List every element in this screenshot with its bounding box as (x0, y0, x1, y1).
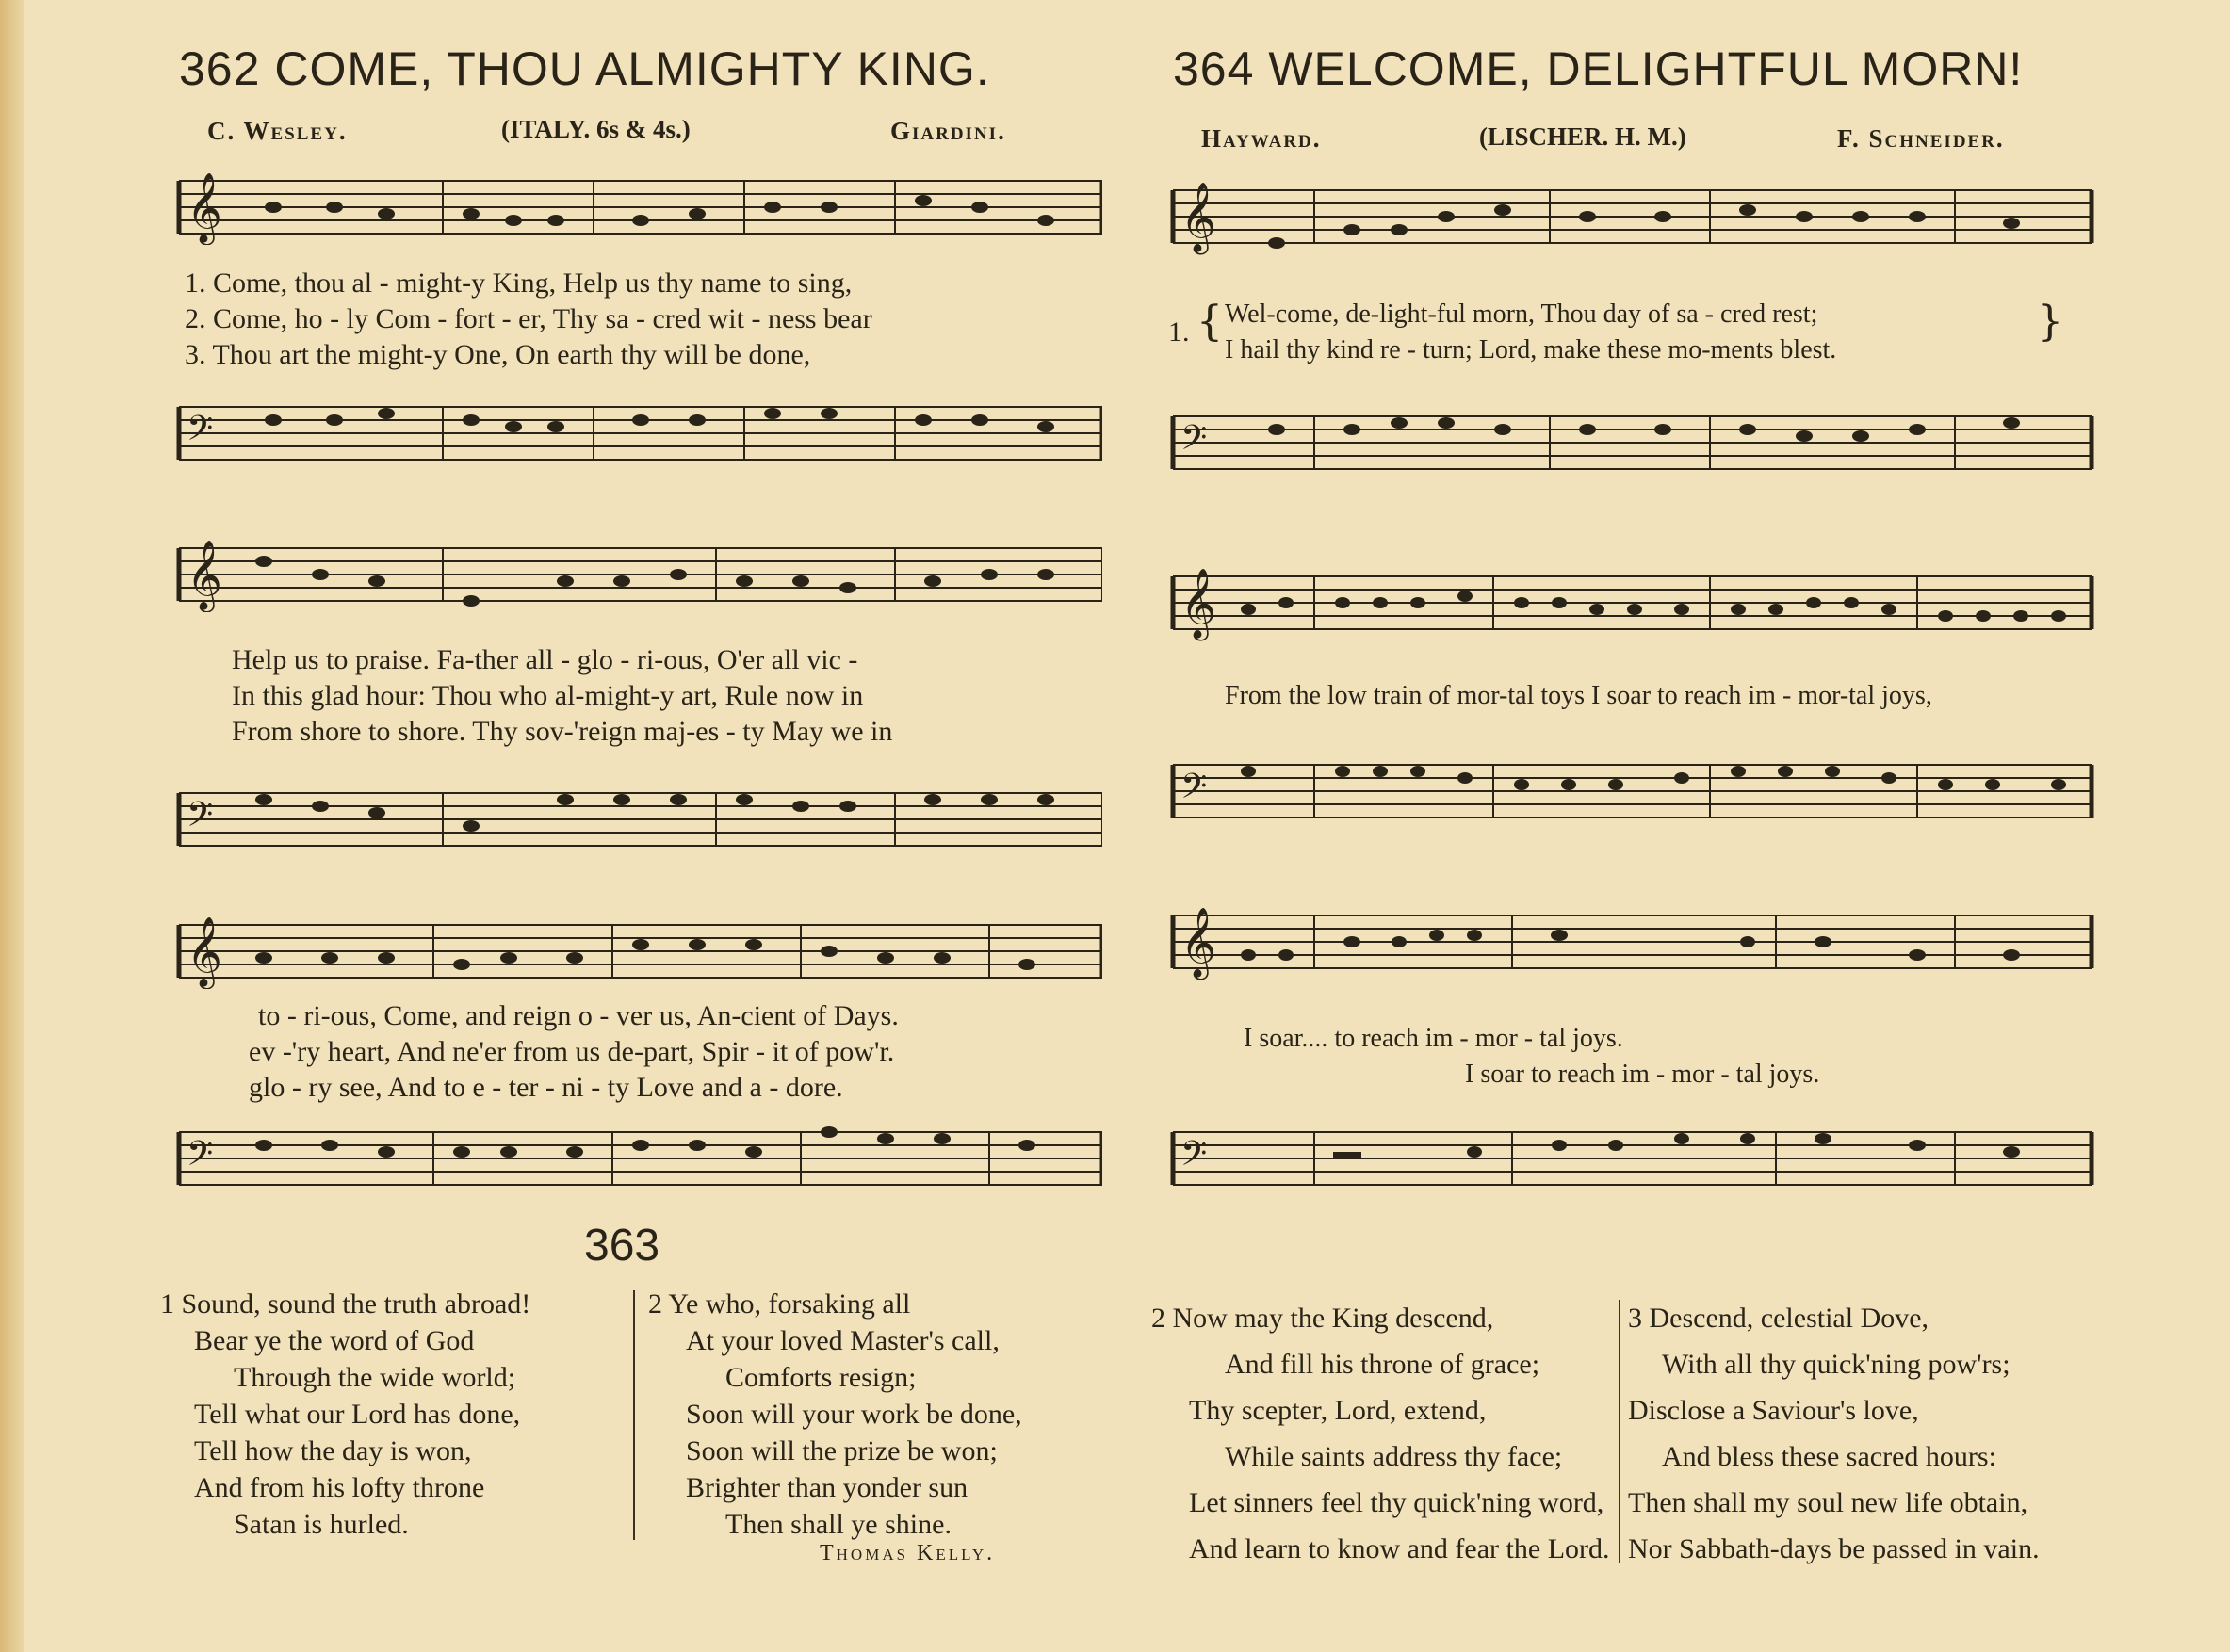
hymn-362-composer: Giardini. (890, 117, 1006, 145)
hymn-363-s1-line-2: Bear ye the word of God (194, 1325, 475, 1356)
hymn-364-treble-staff-3 (1164, 904, 2096, 998)
hymn-364-lyric-2: From the low train of mor-tal toys I soar to reach im - mor-tal joys, (1225, 681, 1932, 710)
hymn-363-s1-line-4: Tell what our Lord has done, (194, 1399, 521, 1430)
hymn-362-lyric-2-2: In this glad hour: Thou who al-might-y art, Rule now in (232, 680, 864, 711)
hymn-364-s2-line-4: While saints address thy face; (1225, 1441, 1563, 1472)
hymn-363-s2-line-1: 2 Ye who, forsaking all (648, 1288, 911, 1320)
svg-text:𝄢: 𝄢 (1180, 1134, 1208, 1182)
hymn-364-verse-brace-left: { (1196, 298, 1223, 346)
hymn-364-s2-line-2: And fill his throne of grace; (1225, 1349, 1540, 1380)
hymn-364-treble-staff-1 (1164, 179, 2096, 264)
svg-text:𝄞: 𝄞 (187, 173, 222, 243)
hymn-363-divider (633, 1290, 635, 1540)
hymn-363-stanza-1 (160, 1286, 530, 1543)
hymn-364-treble-staff-2 (1164, 565, 2096, 650)
hymn-364-s3-line-3: Disclose a Saviour's love, (1628, 1395, 1919, 1426)
hymn-363-s2-line-4: Soon will your work be done, (686, 1399, 1022, 1430)
hymn-363-author: Thomas Kelly. (820, 1541, 996, 1565)
hymn-362-lyric-3-2: ev -'ry heart, And ne'er from us de-part, Spir - it of pow'r. (249, 1036, 895, 1067)
svg-text:𝄞: 𝄞 (1180, 183, 1216, 252)
hymn-362-treble-staff-3 (170, 914, 1102, 989)
hymn-364-verse-number: 1. (1168, 316, 1190, 348)
hymn-364-heading (1173, 41, 2023, 96)
hymn-364-bass-staff-1 (1164, 405, 2096, 490)
hymn-364-s3-line-5: Then shall my soul new life obtain, (1628, 1487, 2028, 1518)
hymn-364-s3-line-6: Nor Sabbath-days be passed in vain. (1628, 1533, 2040, 1564)
svg-text:𝄞: 𝄞 (187, 541, 222, 610)
hymn-363-s2-line-2: At your loved Master's call, (686, 1325, 1000, 1356)
half-rest-icon (1333, 1152, 1361, 1158)
hymn-363-s1-line-7: Satan is hurled. (234, 1509, 409, 1540)
hymn-362-bass-staff-1 (170, 396, 1102, 480)
hymn-362-lyric-1-3: 3. Thou art the might-y One, On earth thy will be done, (185, 339, 811, 370)
hymn-362-tune: (ITALY. 6s & 4s.) (501, 115, 691, 143)
hymn-362-treble-staff-1 (170, 170, 1102, 245)
hymn-364-lyric-1-2: I hail thy kind re - turn; Lord, make these mo-ments blest. (1225, 335, 1837, 364)
svg-text:𝄢: 𝄢 (187, 795, 214, 843)
hymn-362-lyric-2-1: Help us to praise. Fa-ther all - glo - ri-ous, O'er all vic - (232, 644, 858, 675)
hymn-362-bass-staff-2 (170, 782, 1102, 866)
hymn-364-verse-brace-right: } (2037, 298, 2063, 346)
hymn-363-s1-line-3: Through the wide world; (234, 1362, 516, 1393)
hymn-362-number: 362 (179, 42, 261, 95)
hymn-364-lyric-3-2: I soar to reach im - mor - tal joys. (1465, 1060, 1820, 1089)
hymn-364-lyric-3-1: I soar.... to reach im - mor - tal joys. (1244, 1024, 1623, 1053)
svg-text:𝄞: 𝄞 (1180, 569, 1216, 639)
svg-text:𝄢: 𝄢 (187, 409, 214, 457)
hymn-362-lyric-3-3: glo - ry see, And to e - ter - ni - ty Love and a - dore. (249, 1072, 843, 1103)
hymn-364-s2-line-5: Let sinners feel thy quick'ning word, (1189, 1487, 1604, 1518)
hymn-364-s3-line-2: With all thy quick'ning pow'rs; (1662, 1349, 2010, 1380)
hymn-364-tune: (LISCHER. H. M.) (1479, 122, 1686, 151)
svg-text:𝄢: 𝄢 (1180, 767, 1208, 815)
hymn-364-number: 364 (1173, 42, 1255, 95)
hymn-364-s2-line-6: And learn to know and fear the Lord. (1189, 1533, 1610, 1564)
hymn-364-author: Hayward. (1201, 124, 1322, 153)
hymn-363-s1-line-1: 1 Sound, sound the truth abroad! (160, 1288, 531, 1320)
hymn-364-s2-line-1: 2 Now may the King descend, (1151, 1303, 1494, 1334)
hymn-364-title: WELCOME, DELIGHTFUL MORN! (1268, 42, 2024, 95)
hymn-363-s1-line-5: Tell how the day is won, (194, 1435, 472, 1466)
svg-text:𝄢: 𝄢 (187, 1134, 214, 1182)
hymn-362-treble-staff-2 (170, 537, 1102, 612)
hymn-363-s2-line-7: Then shall ye shine. (725, 1509, 952, 1540)
hymn-362-title: COME, THOU ALMIGHTY KING. (274, 42, 990, 95)
hymn-364-s3-line-1: 3 Descend, celestial Dove, (1628, 1303, 1929, 1334)
hymn-364-stanza-2 (1151, 1295, 1610, 1572)
hymn-363-s2-line-6: Brighter than yonder sun (686, 1472, 969, 1503)
hymn-362-heading (179, 41, 990, 96)
hymn-363-stanza-2 (648, 1286, 1022, 1543)
hymn-362-author: C. Wesley. (207, 117, 348, 145)
hymn-362-lyric-1-2: 2. Come, ho - ly Com - fort - er, Thy sa - cred wit - ness bear (185, 303, 872, 334)
hymn-364-lyric-1-1: Wel-come, de-light-ful morn, Thou day of sa - cred rest; (1225, 300, 1818, 329)
hymn-364-composer: F. Schneider. (1837, 124, 2005, 153)
svg-text:𝄞: 𝄞 (187, 917, 222, 987)
page-edge (0, 0, 24, 1652)
hymn-363-s2-line-3: Comforts resign; (725, 1362, 917, 1393)
hymn-363-number: 363 (584, 1221, 660, 1271)
hymn-364-s2-line-3: Thy scepter, Lord, extend, (1189, 1395, 1487, 1426)
hymn-364-divider (1619, 1300, 1620, 1563)
hymn-363-s2-line-5: Soon will the prize be won; (686, 1435, 998, 1466)
hymn-362-bass-staff-3 (170, 1121, 1102, 1206)
hymn-364-bass-staff-2 (1164, 753, 2096, 838)
svg-text:𝄢: 𝄢 (1180, 418, 1208, 466)
hymn-363-s1-line-6: And from his lofty throne (194, 1472, 485, 1503)
hymn-362-lyric-2-3: From shore to shore. Thy sov-'reign maj-es - ty May we in (232, 716, 893, 747)
hymn-362-lyric-3-1: to - ri-ous, Come, and reign o - ver us, An-cient of Days. (258, 1000, 899, 1031)
hymn-364-bass-staff-3 (1164, 1121, 2096, 1224)
hymn-364-stanza-3 (1628, 1295, 2040, 1572)
hymn-364-s3-line-4: And bless these sacred hours: (1662, 1441, 1996, 1472)
hymn-362-lyric-1-1: 1. Come, thou al - might-y King, Help us thy name to sing, (185, 267, 853, 299)
svg-text:𝄞: 𝄞 (1180, 908, 1216, 978)
